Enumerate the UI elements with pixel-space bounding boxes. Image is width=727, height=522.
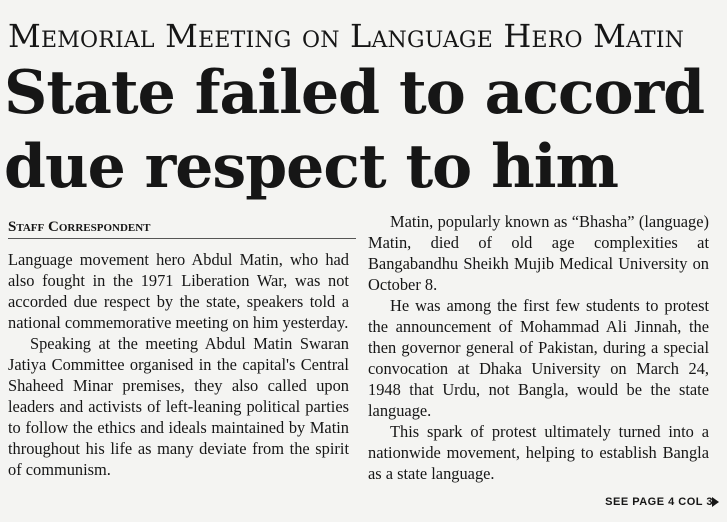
article-column-left: [8, 249, 349, 480]
paragraph: Speaking at the meeting Abdul Matin Swaran Jatiya Committee organised in the capital's Central Shaheed Minar premises, they also called upon leaders and activists of left-leaning political parties to follow the ethics and ideals maintained by Matin throughout his life as many deviate from the spirit of communism.: [8, 334, 349, 479]
arrow-right-icon: [712, 497, 719, 507]
article-column-right: [368, 211, 709, 484]
headline-line-1: State failed to accord: [4, 58, 705, 128]
headline: [4, 56, 724, 204]
continuation-jump[interactable]: SEE PAGE 4 COL 3: [605, 496, 713, 508]
paragraph: Matin, popularly known as “Bhasha” (language) Matin, died of old age complexities at Bangabandhu Sheikh Mujib Medical University on October 8.: [368, 212, 709, 294]
kicker: Memorial Meeting on Language Hero Matin: [8, 17, 685, 55]
paragraph: Language movement hero Abdul Matin, who had also fought in the 1971 Liberation War, was not accorded due respect by the state, speakers told a national commemorative meeting on him yesterday.: [8, 250, 349, 332]
paragraph: This spark of protest ultimately turned into a nationwide movement, helping to establish Bangla as a state language.: [368, 422, 709, 483]
byline: Staff Correspondent: [8, 218, 356, 239]
paragraph: He was among the first few students to protest the announcement of Mohammad Ali Jinnah, the then governor general of Pakistan, during a special convocation at Dhaka University on March 24, 1948 that Urdu, not Bangla, would be the state language.: [368, 296, 709, 420]
headline-line-2: due respect to him: [4, 132, 618, 202]
